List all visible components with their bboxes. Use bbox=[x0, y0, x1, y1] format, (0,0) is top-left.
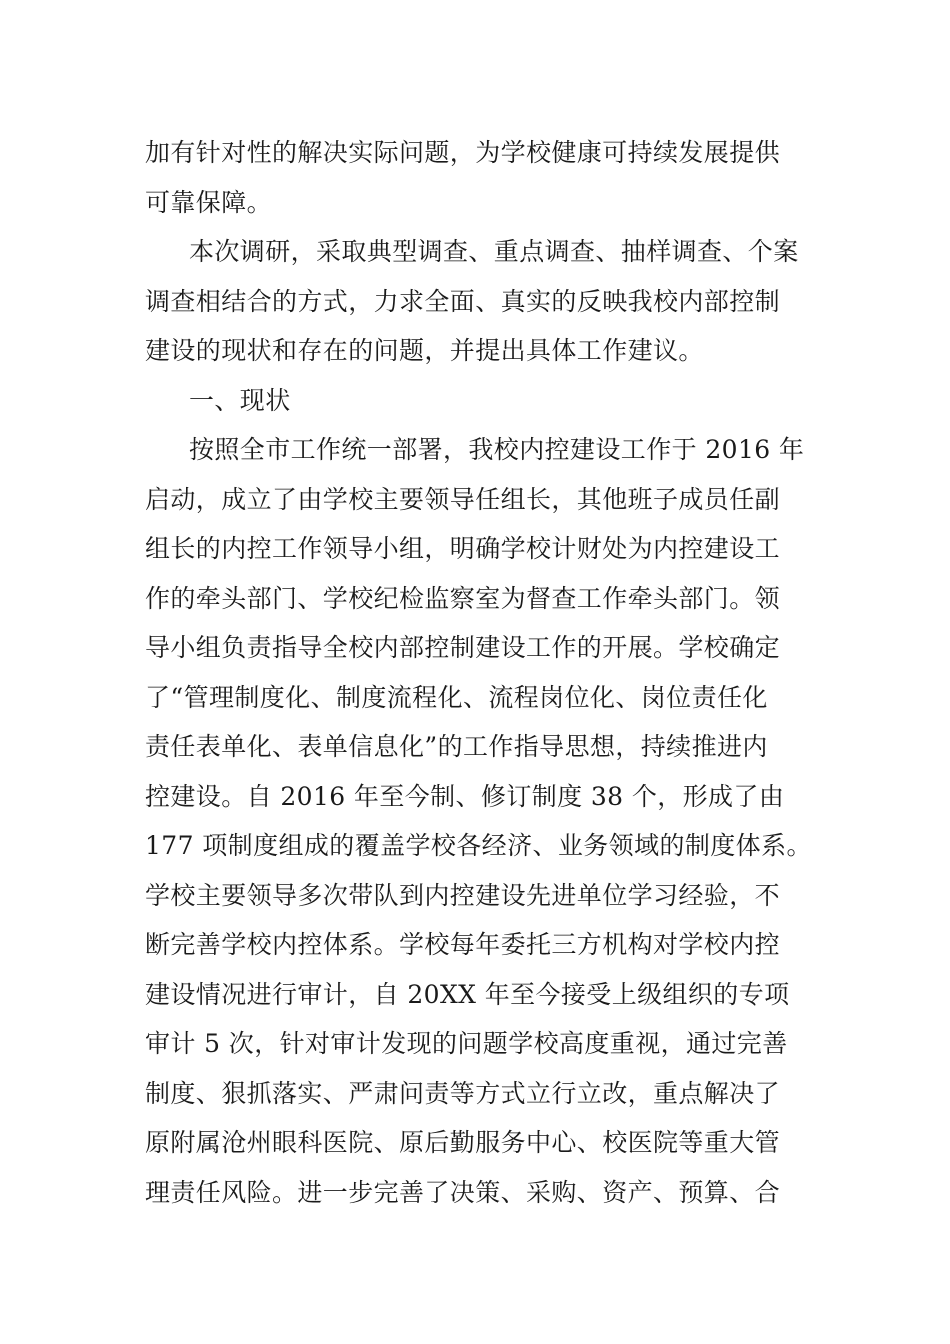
text-line: 按照全市工作统一部署，我校内控建设工作于 2016 年 bbox=[189, 435, 805, 464]
text-line: 作的牵头部门、学校纪检监察室为督查工作牵头部门。领 bbox=[145, 583, 781, 613]
text-line: 加有针对性的解决实际问题，为学校健康可持续发展提供 bbox=[145, 138, 781, 167]
text-line: 控建设。自 2016 年至今制、修订制度 38 个，形成了由 bbox=[145, 781, 785, 811]
text-line: 调查相结合的方式，力求全面、真实的反映我校内部控制 bbox=[145, 286, 781, 316]
text-line: 建设的现状和存在的问题，并提出具体工作建议。 bbox=[145, 336, 704, 365]
text-line: 理责任风险。进一步完善了决策、采购、资产、预算、合 bbox=[145, 1177, 781, 1207]
text-line: 了“管理制度化、制度流程化、流程岗位化、岗位责任化 bbox=[145, 682, 768, 712]
text-line: 审计 5 次，针对审计发现的问题学校高度重视，通过完善 bbox=[145, 1029, 788, 1058]
text-line: 建设情况进行审计，自 20XX 年至今接受上级组织的专项 bbox=[145, 979, 790, 1009]
text-line: 可靠保障。 bbox=[145, 187, 273, 217]
text-line: 启动，成立了由学校主要领导任组长，其他班子成员任副 bbox=[145, 484, 781, 514]
text-line: 组长的内控工作领导小组，明确学校计财处为内控建设工 bbox=[145, 534, 781, 563]
text-line: 制度、狠抓落实、严肃问责等方式立行立改，重点解决了 bbox=[145, 1078, 781, 1108]
text-line: 责任表单化、表单信息化”的工作指导思想，持续推进内 bbox=[145, 732, 768, 761]
section-heading: 一、现状 bbox=[189, 385, 291, 415]
text-line: 本次调研，采取典型调查、重点调查、抽样调查、个案 bbox=[189, 237, 799, 266]
text-line: 原附属沧州眼科医院、原后勤服务中心、校医院等重大管 bbox=[145, 1128, 781, 1157]
document-body bbox=[145, 128, 820, 1217]
text-line: 学校主要领导多次带队到内控建设先进单位学习经验，不 bbox=[145, 880, 781, 910]
text-line: 177 项制度组成的覆盖学校各经济、业务领域的制度体系。 bbox=[145, 831, 812, 860]
text-line: 导小组负责指导全校内部控制建设工作的开展。学校确定 bbox=[145, 633, 781, 662]
text-line: 断完善学校内控体系。学校每年委托三方机构对学校内控 bbox=[145, 930, 781, 959]
